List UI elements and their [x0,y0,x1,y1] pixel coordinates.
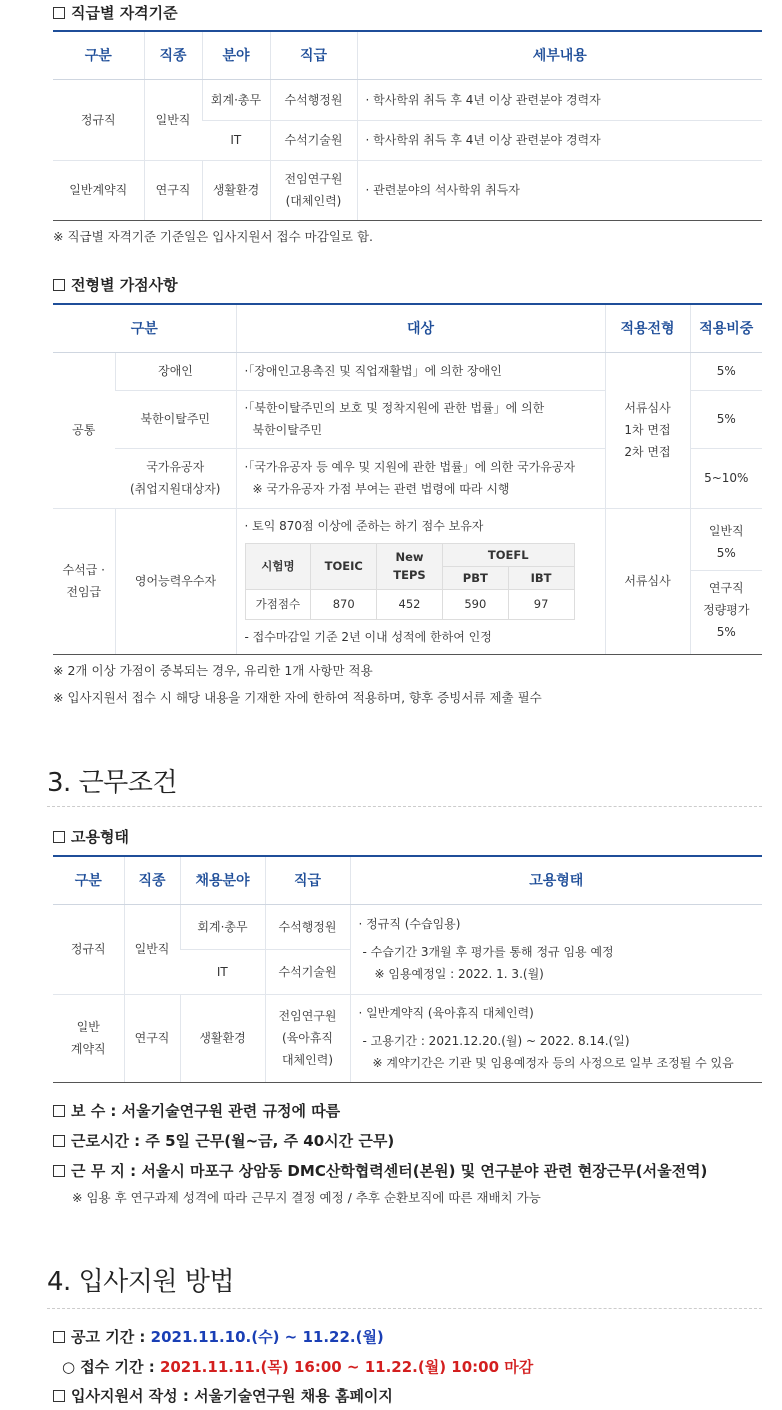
table-row: IT 수석기술원 [53,949,762,994]
table-row: 국가유공자 (취업지원대상자) ·「국가유공자 등 예우 및 지원에 관한 법률」에 의한 국가유공자 ※ 국가유공자 가점 부여는 관련 법령에 따라 시행 5~10% [53,448,762,508]
header-cell: 적용비중 [690,304,762,352]
header-cell: 구분 [53,856,124,904]
table-row: 정규직 일반직 회계·총무 수석행정원 · 정규직 (수습임용) - 수습기간 3개월 후 평가를 통해 정규 임용 예정 ※ 임용예정일 : 2022. 1. 3.(월) [53,904,762,949]
bonus-section-title: 전형별 가점사항 [53,274,178,295]
table-row: 북한이탈주민 ·「북한이탈주민의 보호 및 정착지원에 관한 법률」에 의한 북한이탈주민 5% [53,390,762,448]
table-row: 공통 장애인 ·「장애인고용촉진 및 직업재활법」에 의한 장애인 서류심사 1차 면접 2차 면접 5% [53,352,762,390]
header-cell: 적용전형 [605,304,690,352]
period-line: 공고 기간 : 2021.11.10.(수) ~ 11.22.(월) [53,1326,384,1347]
qual-note: ※ 직급별 자격기준 기준일은 입사지원서 접수 마감일로 함. [53,229,373,244]
header-cell: 직종 [124,856,180,904]
score-table: 시험명 TOEIC New TEPS TOEFL PBT IBT 가점점수 870 452 590 97 [245,543,575,620]
header-cell: 구분 [53,31,144,79]
receipt-line: ○ 접수 기간 : 2021.11.11.(목) 16:00 ~ 11.22.(월) 10:00 마감 [62,1358,534,1376]
checkbox-square-icon [53,1105,65,1117]
header-cell: 직급 [265,856,350,904]
header-cell: 구분 [53,304,236,352]
table-row: 정규직 일반직 회계·총무 수석행정원 · 학사학위 취득 후 4년 이상 관련분야 경력자 [53,79,762,120]
checkbox-square-icon [53,1390,65,1402]
checkbox-square-icon [53,279,65,291]
bonus-note-1: ※ 2개 이상 가점이 중복되는 경우, 유리한 1개 사항만 적용 [53,663,373,678]
divider [47,1308,762,1309]
header-cell: 세부내용 [357,31,762,79]
header-cell: 대상 [236,304,605,352]
qual-section-title: 직급별 자격기준 [53,2,178,23]
pay-line: 보 수 : 서울기술연구원 관련 규정에 따름 [53,1100,340,1121]
hours-line: 근로시간 : 주 5일 근무(월~금, 주 40시간 근무) [53,1130,394,1151]
header-cell: 직급 [270,31,357,79]
qual-table [53,30,762,221]
bonus-table [53,303,762,655]
bonus-note-2: ※ 입사지원서 접수 시 해당 내용을 기재한 자에 한하여 적용하며, 향후 증빙서류 제출 필수 [53,690,542,705]
header-cell: 직종 [144,31,202,79]
place-line: 근 무 지 : 서울시 마포구 상암동 DMC산학협력센터(본원) 및 연구분야 관련 현장근무(서울전역) [53,1160,707,1181]
divider [47,806,762,807]
emp-table [53,855,762,1083]
emp-section-title: 고용형태 [53,826,129,847]
table-row: 일반 계약직 연구직 생활환경 전임연구원 (육아휴직 대체인력) · 일반계약직 (육아휴직 대체인력) - 고용기간 : 2021.12.20.(월) ~ 2022. 8.14.(일) ※ 계약기간은 기관 및 임용예정자 등의 사정으로 일부 조정될 수 있음 [53,994,762,1082]
table-row: 수석급 · 전임급 영어능력우수자 · 토익 870점 이상에 준하는 하기 점수 보유자 시험명 TOEIC New TEPS TOEFL PBT IBT 가점점수 870 452 590 97 - 접수마감일 기준 2년 이내 성적에 한하여 인정 서류심사 일반직 5% 연구직 정량평가 5% [53,508,762,654]
chapter-title-4: 4. 입사지원 방법 [47,1267,235,1297]
header-cell: 채용분야 [180,856,265,904]
table-row: 일반계약직 연구직 생활환경 전임연구원 (대체인력) · 관련분야의 석사학위 취득자 [53,160,762,220]
place-note: ※ 임용 후 연구과제 성격에 따라 근무지 결정 예정 / 추후 순환보직에 따른 재배치 가능 [72,1190,541,1205]
table-row: IT 수석기술원 · 학사학위 취득 후 4년 이상 관련분야 경력자 [53,120,762,160]
header-cell: 분야 [202,31,270,79]
header-cell: 고용형태 [350,856,762,904]
checkbox-square-icon [53,7,65,19]
checkbox-square-icon [53,1165,65,1177]
checkbox-square-icon [53,831,65,843]
checkbox-square-icon [53,1135,65,1147]
chapter-title-3: 3. 근무조건 [47,768,178,798]
form-line: 입사지원서 작성 : 서울기술연구원 채용 홈페이지 [53,1385,393,1406]
checkbox-square-icon [53,1331,65,1343]
